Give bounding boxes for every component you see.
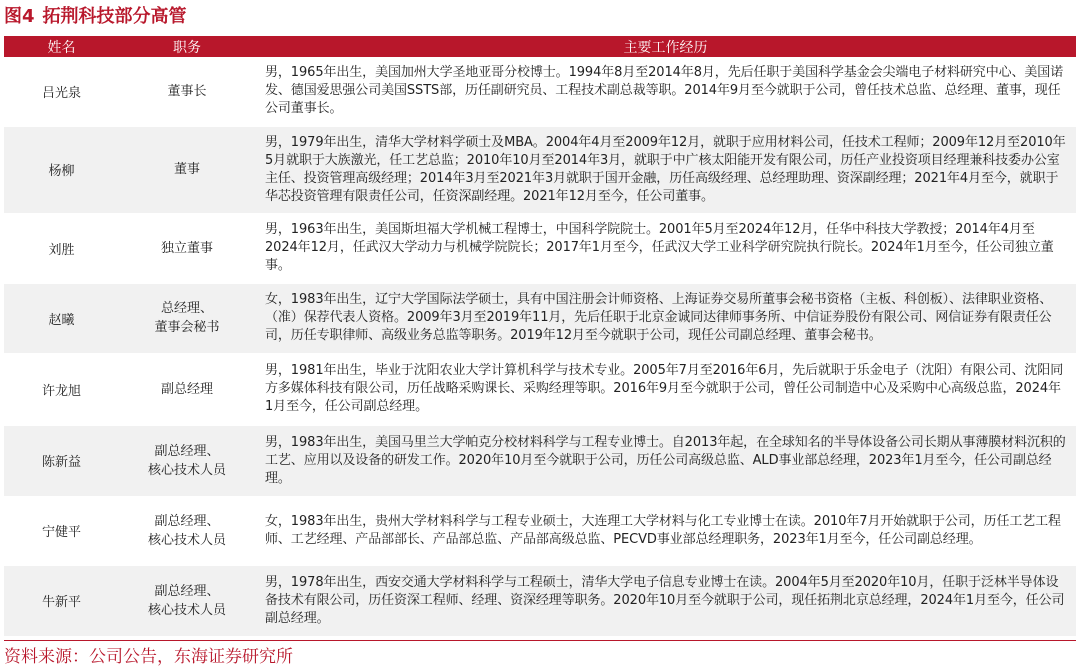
role-line: 独立董事 bbox=[160, 240, 213, 256]
figure-number: 图4 bbox=[4, 6, 35, 27]
row-role bbox=[119, 565, 255, 636]
role-line: 副总经理 bbox=[160, 381, 213, 397]
table-row bbox=[4, 283, 1076, 353]
row-name: 杨柳 bbox=[4, 126, 119, 213]
row-role bbox=[119, 496, 255, 565]
row-bio: 女，1983年出生，辽宁大学国际法学硕士，具有中国注册会计师资格、上海证券交易所董事会秘书资格（主板、科创板）、法律职业资格、（准）保荐代表人资格。2009年3月至2019年11月，先后任职于北京金诚同达律师事务所、中信证券股份有限公司、网信证券有限责任公司，历任专职律师、高级业务总监等职务。2019年12月至今就职于公司，现任公司副总经理、董事会秘书。 bbox=[255, 283, 1076, 353]
table-row bbox=[4, 353, 1076, 425]
figure-title bbox=[4, 2, 187, 32]
executive-table-container bbox=[4, 36, 1076, 637]
row-bio: 男，1979年出生，清华大学材料学硕士及MBA。2004年4月至2009年12月，就职于应用材料公司，任技术工程师；2009年12月至2010年5月就职于大族激光，任工艺总监；2010年10月至2014年3月，就职于中广核太阳能开发有限公司，历任产业投资项目经理兼科技委办公室主任、投资管理高级经理；2014年3月至2021年3月就职于国开金融，历任高级经理、总经理助理、资深副经理；2021年4月至今，就职于华芯投资管理有限责任公司，任资深副经理。2021年12月至今，任公司董事。 bbox=[255, 126, 1076, 213]
role-line: 董事长 bbox=[167, 83, 207, 99]
role-line: 董事会秘书 bbox=[154, 320, 220, 335]
row-name: 陈新益 bbox=[4, 425, 119, 496]
row-role bbox=[119, 126, 255, 213]
row-bio: 男，1983年出生，美国马里兰大学帕克分校材料科学与工程专业博士。自2013年起，在全球知名的半导体设备公司长期从事薄膜材料沉积的工艺、应用以及设备的研发工作。2020年10月至今就职于公司，历任公司高级总监、ALD事业部总经理，2023年1月至今，任公司副总经理。 bbox=[255, 425, 1076, 496]
row-name: 刘胜 bbox=[4, 213, 119, 283]
row-role bbox=[119, 353, 255, 425]
table-row bbox=[4, 496, 1076, 565]
role-line: 副总经理、 bbox=[154, 443, 220, 459]
row-name: 宁健平 bbox=[4, 496, 119, 565]
row-name: 牛新平 bbox=[4, 565, 119, 636]
row-role bbox=[119, 57, 255, 126]
table-row bbox=[4, 57, 1076, 126]
row-name: 赵曦 bbox=[4, 283, 119, 353]
executive-table bbox=[4, 36, 1076, 637]
row-bio: 男，1981年出生，毕业于沈阳农业大学计算机科学与技术专业。2005年7月至2016年6月，先后就职于乐金电子（沈阳）有限公司、沈阳同方多媒体科技有限公司，历任战略采购课长、采购经理等职。2016年9月至今就职于公司，曾任公司制造中心及采购中心高级总监，2024年1月至今，任公司副总经理。 bbox=[255, 353, 1076, 425]
role-line: 董事 bbox=[173, 162, 200, 177]
role-line: 副总经理、 bbox=[154, 513, 220, 529]
row-role bbox=[119, 283, 255, 353]
role-line: 核心技术人员 bbox=[147, 532, 226, 548]
table-row bbox=[4, 213, 1076, 283]
table-bottom-rule bbox=[4, 640, 1076, 641]
row-name: 吕光泉 bbox=[4, 57, 119, 126]
header-role: 职务 bbox=[119, 36, 255, 57]
figure-title-text: 拓荆科技部分高管 bbox=[42, 6, 187, 27]
row-bio: 男，1978年出生，西安交通大学材料科学与工程硕士，清华大学电子信息专业博士在读。2004年5月至2020年10月，任职于泛林半导体设备技术有限公司，历任资深工程师、经理、资深经理等职务。2020年10月至今就职于公司，现任拓荆北京总经理，2024年1月至今，任公司副总经理。 bbox=[255, 565, 1076, 636]
table-row bbox=[4, 126, 1076, 213]
role-line: 核心技术人员 bbox=[147, 462, 226, 478]
header-name: 姓名 bbox=[4, 36, 119, 57]
row-role bbox=[119, 425, 255, 496]
row-role bbox=[119, 213, 255, 283]
row-bio: 男，1965年出生，美国加州大学圣地亚哥分校博士。1994年8月至2014年8月，先后任职于美国科学基金会尖端电子材料研究中心、美国诺发、德国爱思强公司美国SSTS部，历任副研究员、工程技术副总裁等职。2014年9月至今就职于公司，曾任技术总监、总经理、董事，现任公司董事长。 bbox=[255, 57, 1076, 126]
row-name: 许龙旭 bbox=[4, 353, 119, 425]
table-row bbox=[4, 565, 1076, 636]
table-header-row bbox=[4, 36, 1076, 57]
source-note: 资料来源：公司公告，东海证券研究所 bbox=[4, 647, 293, 667]
role-line: 副总经理、 bbox=[154, 583, 220, 599]
row-bio: 男，1963年出生，美国斯坦福大学机械工程博士，中国科学院院士。2001年5月至2024年12月，任华中科技大学教授；2014年4月至2024年12月，任武汉大学动力与机械学院院长；2017年1月至今，任武汉大学工业科学研究院执行院长。2024年1月至今，任公司独立董事。 bbox=[255, 213, 1076, 283]
header-experience: 主要工作经历 bbox=[255, 36, 1076, 57]
row-bio: 女，1983年出生，贵州大学材料科学与工程专业硕士，大连理工大学材料与化工专业博士在读。2010年7月开始就职于公司，历任工艺工程师、工艺经理、产品部部长、产品部总监、产品部高级总监、PECVD事业部总经理职务，2023年1月至今，任公司副总经理。 bbox=[255, 496, 1076, 565]
role-line: 核心技术人员 bbox=[147, 602, 226, 618]
table-row bbox=[4, 425, 1076, 496]
role-line: 总经理、 bbox=[160, 301, 213, 316]
